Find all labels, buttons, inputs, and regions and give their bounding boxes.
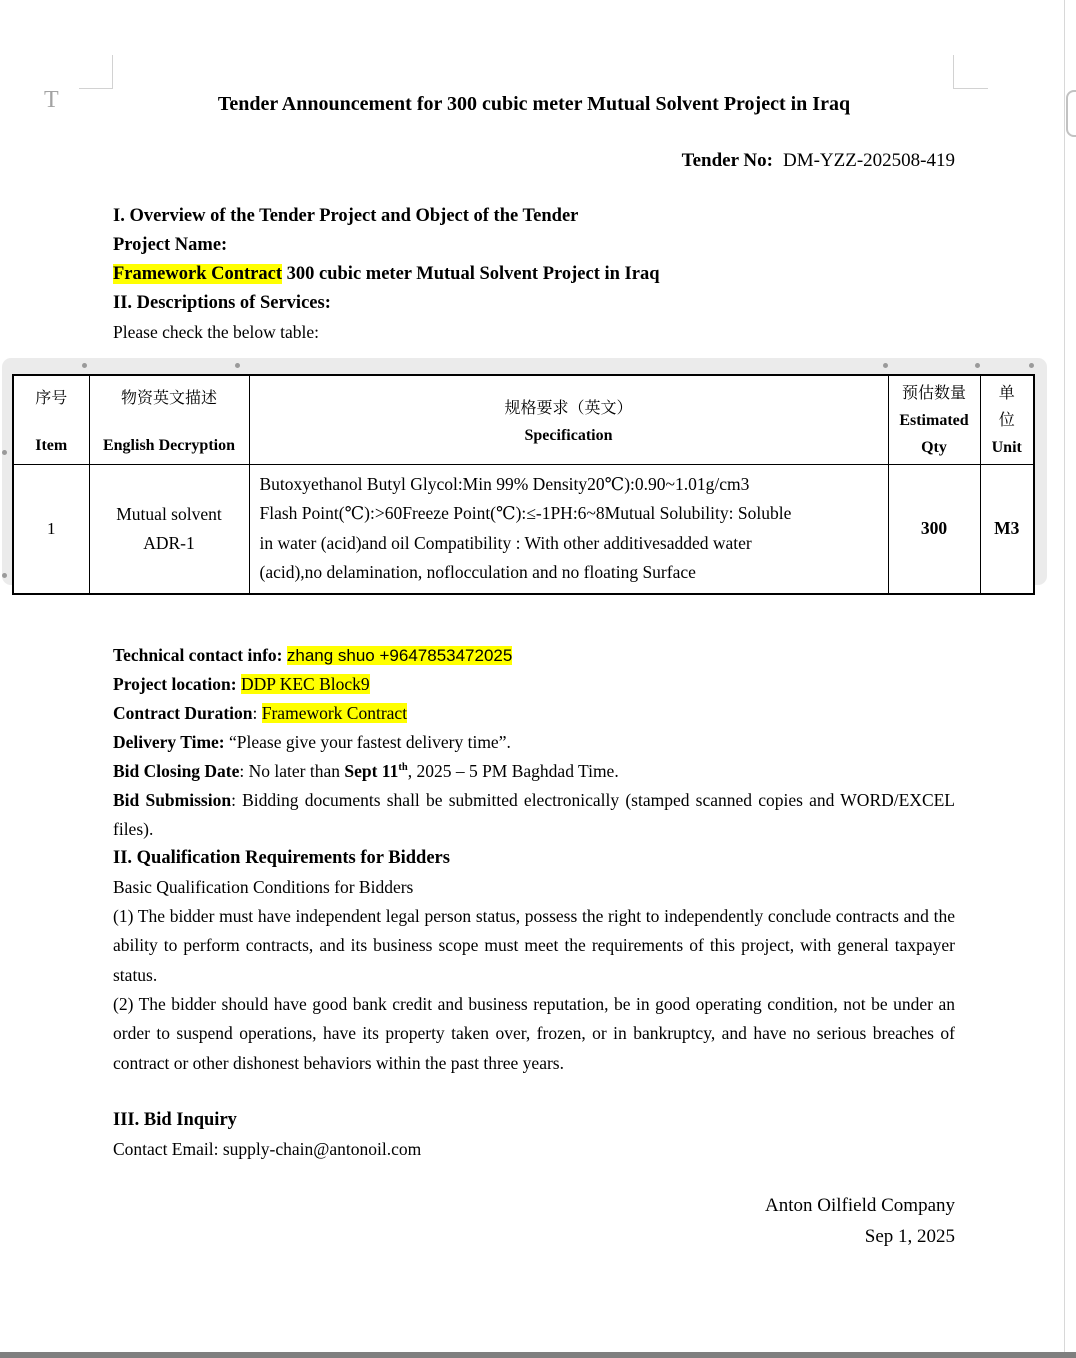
services-heading: II. Descriptions of Services: [113,293,331,313]
materials-table [12,374,1035,595]
cell-specification[interactable] [249,465,888,594]
bid-submission-paragraph [113,786,955,845]
table-intro: Please check the below table: [113,322,320,342]
table-row-marker[interactable] [2,450,7,455]
header-specification-cn: 规格要求（英文） [504,400,633,417]
delivery-time-value: “Please give your fastest delivery time”. [229,732,511,752]
text-cursor-mark: T [44,87,59,113]
project-location-value: DDP KEC Block9 [240,674,370,694]
table-column-marker[interactable] [883,363,888,368]
header-qty-en2: Qty [921,438,947,456]
cell-qty[interactable]: 300 [888,465,980,594]
contact-email-line: Contact Email: supply-chain@antonoil.com [113,1139,422,1159]
header-cell-item[interactable] [13,375,89,465]
overview-heading: I. Overview of the Tender Project and Object of the Tender [113,206,579,226]
table-column-marker[interactable] [235,363,240,368]
description-line2: ADR-1 [143,532,195,553]
spec-line: Flash Point(℃):>60Freeze Point(℃):≤-1PH:6~8Mutual Solubility: Soluble [259,503,792,524]
document-title: Tender Announcement for 300 cubic meter Mutual Solvent Project in Iraq [217,93,851,115]
bid-closing-line [113,757,955,786]
cell-item-no[interactable]: 1 [13,465,89,594]
bid-closing-date: Sept 11th [344,761,408,781]
delivery-time-line [113,728,955,757]
cell-description[interactable] [89,465,249,594]
tender-no-line [113,146,955,175]
bid-submission-label: Bid Submission [113,790,232,810]
spec-line: Butoxyethanol Butyl Glycol:Min 99% Density20℃):0.90~1.01g/cm3 [259,474,750,494]
page-margin-mark-top-left [112,55,113,89]
header-unit-cn2: 位 [998,411,1015,429]
header-qty-cn: 预估数量 [901,384,966,402]
window-bottom-edge [0,1352,1076,1358]
spec-line: in water (acid)and oil Compatibility : With other additivesadded water [259,532,752,553]
delivery-time-label: Delivery Time: [113,732,229,752]
header-specification-en: Specification [524,427,613,444]
bid-submission-rest: : Bidding documents shall be submitted electronically (stamped scanned copies and WORD/EXCEL files). [113,790,955,840]
qualification-item-1: (1) The bidder must have independent legal person status, possess the right to independently conclude contracts and the ability to perform contracts, and its business scope must meet the requirements of this project, with general taxpayer status. [113,906,955,985]
project-name-rest: 300 cubic meter Mutual Solvent Project in Iraq [282,264,660,284]
signature-date: Sep 1, 2025 [864,1226,955,1247]
bid-closing-pre: : No later than [239,761,345,781]
header-cell-specification[interactable] [249,375,888,465]
contract-duration-value: Framework Contract [261,703,408,723]
table-header-row [13,375,1034,465]
header-unit-en: Unit [991,438,1022,456]
tender-no-value: DM-YZZ-202508-419 [782,150,955,171]
page-margin-mark-top-right [953,55,954,89]
signature-company: Anton Oilfield Company [765,1195,955,1216]
bid-inquiry-heading: III. Bid Inquiry [113,1110,237,1130]
table-row [13,465,1034,594]
bid-closing-date-suffix: th [398,762,408,774]
technical-contact-value: zhang shuo +9647853472025 [286,646,513,665]
project-name-highlight: Framework Contract [113,264,283,284]
header-cell-description[interactable] [89,375,249,465]
header-qty-en: Estimated [899,411,969,429]
contract-duration-line [113,699,955,728]
scrollbar-track-border [1064,0,1065,1358]
cell-unit[interactable]: M3 [980,465,1034,594]
project-name-line [113,260,955,289]
header-item-en: Item [35,437,68,454]
tender-no-label: Tender No: [681,150,773,171]
header-cell-unit[interactable] [980,375,1034,465]
project-location-label: Project location: [113,674,241,694]
technical-contact-line [113,641,955,670]
qualification-heading: II. Qualification Requirements for Bidders [113,848,450,868]
scrollbar-thumb[interactable] [1066,90,1076,137]
page-margin-mark-top-right [953,88,988,89]
bid-closing-rest: , 2025 – 5 PM Baghdad Time. [407,761,619,781]
bid-closing-label: Bid Closing Date [113,761,240,781]
spec-line: (acid),no delamination, noflocculation and no floating Surface [259,562,696,583]
header-description-cn: 物资英文描述 [120,390,217,407]
table-row-marker[interactable] [2,573,7,578]
header-unit-cn: 单 [998,384,1015,402]
qualification-subheading: Basic Qualification Conditions for Bidders [113,877,414,897]
header-description-en: English Decryption [102,437,235,454]
header-cell-qty[interactable] [888,375,980,465]
table-column-marker[interactable] [1029,363,1034,368]
table-column-marker[interactable] [82,363,87,368]
page-margin-mark-top-left [79,88,113,89]
project-location-line [113,670,955,699]
table-column-marker[interactable] [975,363,980,368]
project-name-label: Project Name: [113,235,228,255]
contract-duration-separator: : [252,703,262,723]
technical-contact-label: Technical contact info: [113,645,287,665]
description-line1: Mutual solvent [116,503,222,524]
contract-duration-label: Contract Duration [113,703,253,723]
header-item-cn: 序号 [35,390,68,407]
qualification-item-2: (2) The bidder should have good bank credit and business reputation, be in good operating condition, not be under an order to suspend operations, have its property taken over, frozen, or in bankruptcy, and have no serious breaches of contract or other dishonest behaviors within the past three years. [113,994,955,1073]
